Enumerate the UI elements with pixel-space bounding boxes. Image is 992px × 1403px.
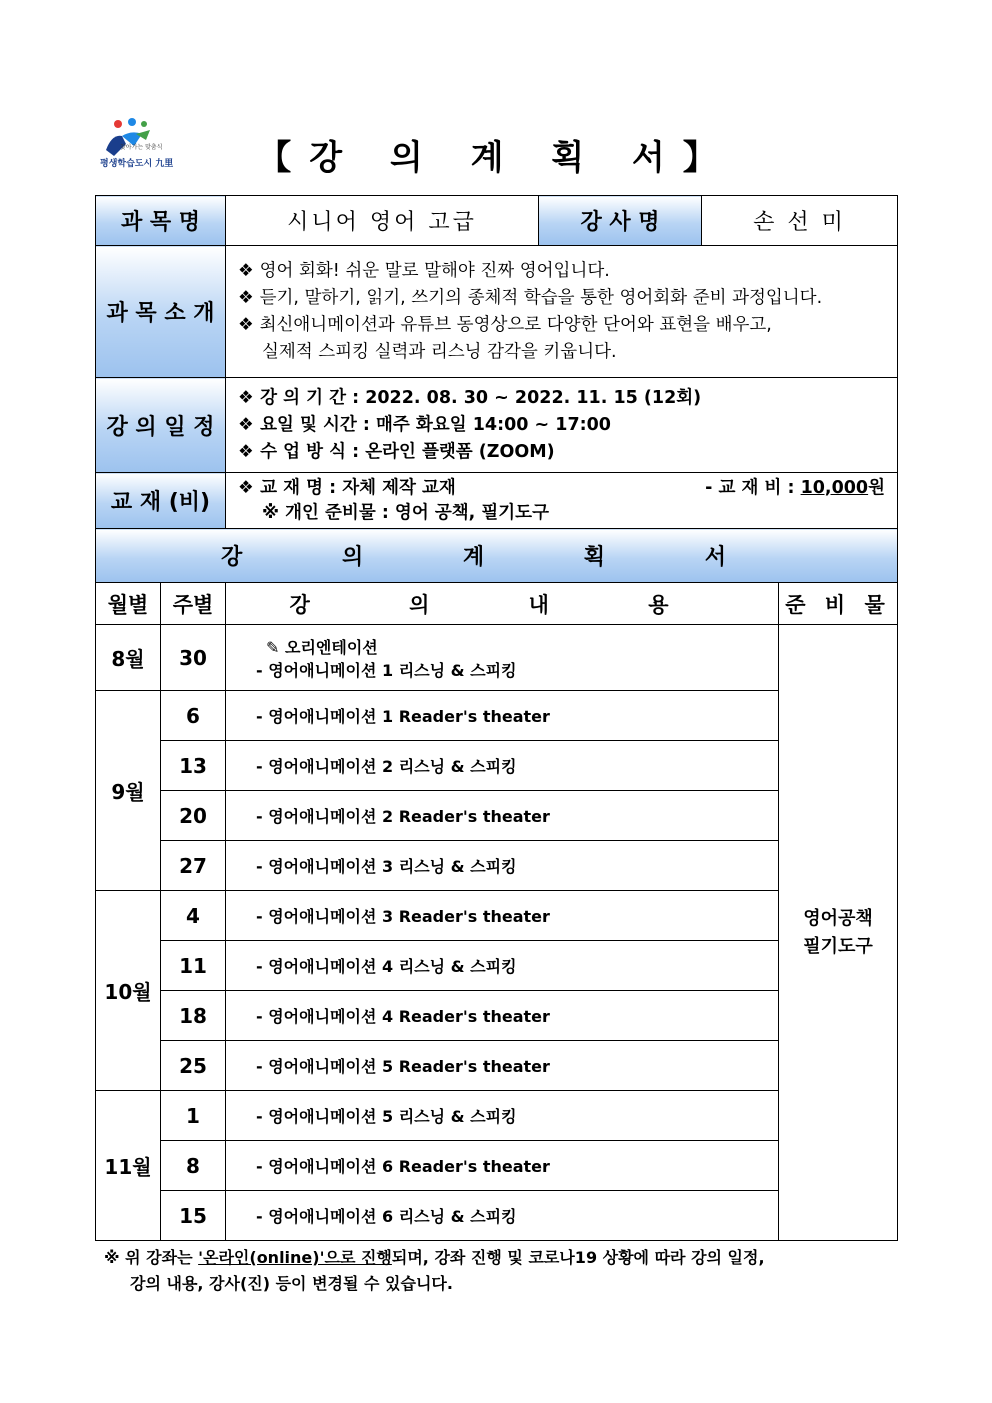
schedule-content — [226, 378, 898, 473]
content-cell: - 영어애니메이션 4 리스닝 & 스피킹 — [226, 941, 779, 991]
course-name: 시니어 영어 고급 — [226, 196, 539, 246]
diamond-bullet-icon: ❖ — [238, 477, 254, 498]
month-cell: 8월 — [96, 625, 161, 691]
intro-line: 실제적 스피킹 실력과 리스닝 감각을 키웁니다. — [262, 341, 617, 362]
table-row — [96, 891, 898, 941]
prep-cell — [779, 625, 898, 1241]
week-cell: 25 — [161, 1041, 226, 1091]
instructor-name: 손 선 미 — [702, 196, 898, 246]
textbook-content — [226, 473, 898, 529]
schedule-info-row — [96, 378, 898, 473]
document-title: 【강 의 계 획 서】 — [257, 138, 735, 178]
table-row — [96, 741, 898, 791]
schedule-time: 요일 및 시간 : 매주 화요일 14:00 ~ 17:00 — [260, 414, 611, 435]
content-cell: - 영어애니메이션 4 Reader's theater — [226, 991, 779, 1041]
table-row — [96, 625, 898, 691]
footnote-online: '온라인(online)'으로 진행 — [198, 1248, 392, 1267]
prep-column-header: 준 비 물 — [779, 583, 898, 625]
content-cell: - 영어애니메이션 3 Reader's theater — [226, 891, 779, 941]
textbook-fee-unit: 원 — [868, 477, 886, 498]
month-column-header: 월별 — [96, 583, 161, 625]
intro-label: 과 목 소 개 — [96, 246, 226, 378]
diamond-bullet-icon: ❖ — [238, 314, 254, 335]
personal-supplies: ※ 개인 준비물 : 영어 공책, 필기도구 — [262, 502, 549, 523]
table-row — [96, 941, 898, 991]
content-cell: - 영어애니메이션 5 리스닝 & 스피킹 — [226, 1091, 779, 1141]
plan-header: 강 의 계 획 서 — [96, 529, 898, 583]
schedule-label: 강 의 일 정 — [96, 378, 226, 473]
week-cell: 8 — [161, 1141, 226, 1191]
table-row — [96, 791, 898, 841]
textbook-label: 교 재 (비) — [96, 473, 226, 529]
diamond-bullet-icon: ❖ — [238, 387, 254, 408]
week-cell: 1 — [161, 1091, 226, 1141]
intro-content — [226, 246, 898, 378]
lecture-plan-table — [95, 195, 898, 1241]
footnote-line2: 강의 내용, 강사(진) 등이 변경될 수 있습니다. — [130, 1274, 453, 1293]
table-row — [96, 1141, 898, 1191]
diamond-bullet-icon: ❖ — [238, 287, 254, 308]
week-cell: 15 — [161, 1191, 226, 1241]
week-cell: 4 — [161, 891, 226, 941]
content-cell: - 영어애니메이션 1 Reader's theater — [226, 691, 779, 741]
course-row — [96, 196, 898, 246]
content-cell: ✎ 오리엔테이션 - 영어애니메이션 1 리스닝 & 스피킹 — [226, 625, 779, 691]
table-row — [96, 841, 898, 891]
week-cell: 13 — [161, 741, 226, 791]
month-cell: 10월 — [96, 891, 161, 1091]
content-cell: - 영어애니메이션 3 리스닝 & 스피킹 — [226, 841, 779, 891]
textbook-fee: 10,000 — [800, 477, 869, 498]
textbook-row — [96, 473, 898, 529]
diamond-bullet-icon: ❖ — [238, 441, 254, 462]
column-header-row — [96, 583, 898, 625]
textbook-fee-label: - 교 재 비 : — [705, 477, 795, 498]
week-column-header: 주별 — [161, 583, 226, 625]
logo-tagline: 찾아가는 맞춤식 — [120, 144, 163, 151]
week-cell: 11 — [161, 941, 226, 991]
table-row — [96, 991, 898, 1041]
diamond-bullet-icon: ❖ — [238, 260, 254, 281]
diamond-bullet-icon: ❖ — [238, 414, 254, 435]
table-row — [96, 1191, 898, 1241]
footnote-rest: 되며, 강좌 진행 및 코로나19 상황에 따라 강의 일정, — [391, 1248, 765, 1267]
schedule-method: 수 업 방 식 : 온라인 플랫폼 (ZOOM) — [260, 441, 555, 462]
footnote — [104, 1245, 904, 1297]
content-column-header: 강 의 내 용 — [226, 583, 779, 625]
content-cell: - 영어애니메이션 2 리스닝 & 스피킹 — [226, 741, 779, 791]
table-row — [96, 691, 898, 741]
schedule-period: 강 의 기 간 : 2022. 08. 30 ~ 2022. 11. 15 (12회) — [260, 387, 702, 408]
intro-line: ❖ 듣기, 말하기, 읽기, 쓰기의 종체적 학습을 통한 영어회화 준비 과정입니다. — [238, 285, 889, 312]
logo-city-name: 평생학습도시 九里 — [100, 159, 174, 169]
week-cell: 6 — [161, 691, 226, 741]
content-cell: - 영어애니메이션 2 Reader's theater — [226, 791, 779, 841]
content-cell: - 영어애니메이션 6 리스닝 & 스피킹 — [226, 1191, 779, 1241]
content-cell: - 영어애니메이션 6 Reader's theater — [226, 1141, 779, 1191]
week-cell: 30 — [161, 625, 226, 691]
textbook-name: 교 재 명 : 자체 제작 교재 — [260, 477, 456, 498]
intro-line: ❖ 영어 회화! 쉬운 말로 말해야 진짜 영어입니다. — [238, 258, 889, 285]
month-cell: 9월 — [96, 691, 161, 891]
footnote-mark: ※ 위 강좌는 — [104, 1248, 193, 1267]
content-cell: - 영어애니메이션 5 Reader's theater — [226, 1041, 779, 1091]
table-row — [96, 1041, 898, 1091]
course-name-label: 과 목 명 — [96, 196, 226, 246]
instructor-label: 강 사 명 — [539, 196, 702, 246]
intro-line: ❖ 최신애니메이션과 유튜브 동영상으로 다양한 단어와 표현을 배우고, — [238, 312, 889, 339]
month-cell: 11월 — [96, 1091, 161, 1241]
intro-row — [96, 246, 898, 378]
plan-header-row — [96, 529, 898, 583]
week-cell: 20 — [161, 791, 226, 841]
prep-item: 필기도구 — [803, 935, 873, 957]
table-row — [96, 1091, 898, 1141]
week-cell: 27 — [161, 841, 226, 891]
prep-item: 영어공책 — [803, 907, 873, 929]
week-cell: 18 — [161, 991, 226, 1041]
